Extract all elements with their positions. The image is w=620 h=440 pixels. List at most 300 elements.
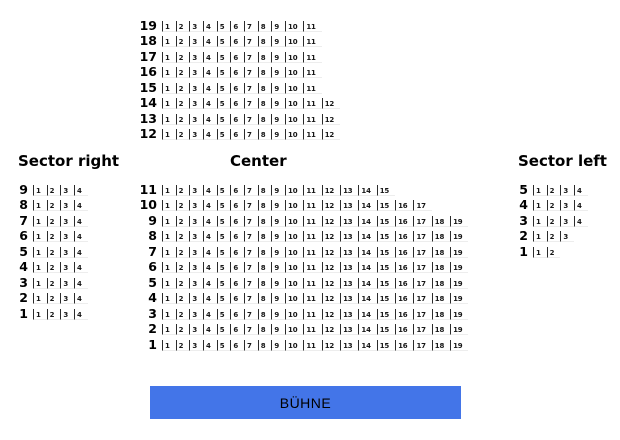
seat-cell[interactable]: 2 bbox=[176, 324, 190, 335]
seat-cell[interactable]: 2 bbox=[176, 340, 190, 351]
seat-cell[interactable]: 17 bbox=[413, 262, 431, 273]
seat-cell[interactable]: 16 bbox=[395, 200, 413, 211]
seat-cell[interactable]: 12 bbox=[322, 340, 340, 351]
seat-cell[interactable]: 1 bbox=[533, 216, 547, 227]
seat-cell[interactable]: 8 bbox=[258, 36, 272, 47]
seat-cell[interactable]: 11 bbox=[303, 278, 321, 289]
seat-cell[interactable]: 5 bbox=[217, 231, 231, 242]
seat-cell[interactable]: 11 bbox=[303, 36, 321, 47]
seat-cell[interactable]: 3 bbox=[189, 231, 203, 242]
seat-cell[interactable]: 1 bbox=[162, 247, 176, 258]
seat-cell[interactable]: 3 bbox=[189, 309, 203, 320]
seat-cell[interactable]: 8 bbox=[258, 21, 272, 32]
seat-cell[interactable]: 4 bbox=[74, 185, 88, 196]
seat-cell[interactable]: 8 bbox=[258, 262, 272, 273]
seat-cell[interactable]: 15 bbox=[377, 309, 395, 320]
seat-cell[interactable]: 3 bbox=[189, 324, 203, 335]
seat-cell[interactable]: 9 bbox=[271, 247, 285, 258]
seat-cell[interactable]: 10 bbox=[285, 36, 303, 47]
seat-cell[interactable]: 5 bbox=[217, 262, 231, 273]
seat-cell[interactable]: 7 bbox=[244, 247, 258, 258]
seat-cell[interactable]: 4 bbox=[203, 129, 217, 140]
seat-cell[interactable]: 10 bbox=[285, 262, 303, 273]
seat-cell[interactable]: 3 bbox=[189, 36, 203, 47]
seat-cell[interactable]: 1 bbox=[162, 309, 176, 320]
seat-cell[interactable]: 12 bbox=[322, 216, 340, 227]
seat-cell[interactable]: 9 bbox=[271, 52, 285, 63]
seat-cell[interactable]: 14 bbox=[358, 340, 376, 351]
seat-cell[interactable]: 10 bbox=[285, 324, 303, 335]
seat-cell[interactable]: 4 bbox=[203, 216, 217, 227]
seat-cell[interactable]: 11 bbox=[303, 340, 321, 351]
seat-cell[interactable]: 13 bbox=[340, 309, 358, 320]
seat-cell[interactable]: 2 bbox=[176, 247, 190, 258]
seat-cell[interactable]: 4 bbox=[203, 340, 217, 351]
seat-cell[interactable]: 6 bbox=[230, 67, 244, 78]
seat-cell[interactable]: 9 bbox=[271, 83, 285, 94]
seat-cell[interactable]: 11 bbox=[303, 200, 321, 211]
seat-cell[interactable]: 15 bbox=[377, 200, 395, 211]
seat-cell[interactable]: 1 bbox=[162, 324, 176, 335]
seat-cell[interactable]: 3 bbox=[60, 200, 74, 211]
seat-cell[interactable]: 2 bbox=[176, 83, 190, 94]
seat-cell[interactable]: 3 bbox=[189, 247, 203, 258]
seat-cell[interactable]: 19 bbox=[450, 278, 468, 289]
seat-cell[interactable]: 16 bbox=[395, 247, 413, 258]
seat-cell[interactable]: 6 bbox=[230, 340, 244, 351]
seat-cell[interactable]: 11 bbox=[303, 129, 321, 140]
seat-cell[interactable]: 8 bbox=[258, 83, 272, 94]
seat-cell[interactable]: 3 bbox=[189, 262, 203, 273]
seat-cell[interactable]: 7 bbox=[244, 21, 258, 32]
seat-cell[interactable]: 1 bbox=[162, 114, 176, 125]
seat-cell[interactable]: 4 bbox=[203, 83, 217, 94]
seat-cell[interactable]: 12 bbox=[322, 114, 340, 125]
seat-cell[interactable]: 4 bbox=[74, 309, 88, 320]
seat-cell[interactable]: 3 bbox=[60, 293, 74, 304]
seat-cell[interactable]: 2 bbox=[47, 247, 61, 258]
seat-cell[interactable]: 2 bbox=[47, 200, 61, 211]
seat-cell[interactable]: 4 bbox=[203, 231, 217, 242]
seat-cell[interactable]: 4 bbox=[574, 216, 588, 227]
seat-cell[interactable]: 10 bbox=[285, 129, 303, 140]
seat-cell[interactable]: 9 bbox=[271, 67, 285, 78]
seat-cell[interactable]: 1 bbox=[533, 185, 547, 196]
seat-cell[interactable]: 12 bbox=[322, 231, 340, 242]
seat-cell[interactable]: 17 bbox=[413, 278, 431, 289]
seat-cell[interactable]: 2 bbox=[176, 278, 190, 289]
seat-cell[interactable]: 9 bbox=[271, 262, 285, 273]
seat-cell[interactable]: 14 bbox=[358, 262, 376, 273]
seat-cell[interactable]: 13 bbox=[340, 216, 358, 227]
seat-cell[interactable]: 16 bbox=[395, 216, 413, 227]
seat-cell[interactable]: 18 bbox=[432, 231, 450, 242]
seat-cell[interactable]: 1 bbox=[162, 83, 176, 94]
seat-cell[interactable]: 6 bbox=[230, 129, 244, 140]
seat-cell[interactable]: 13 bbox=[340, 324, 358, 335]
seat-cell[interactable]: 1 bbox=[533, 231, 547, 242]
seat-cell[interactable]: 11 bbox=[303, 98, 321, 109]
seat-cell[interactable]: 2 bbox=[47, 278, 61, 289]
seat-cell[interactable]: 1 bbox=[162, 36, 176, 47]
seat-cell[interactable]: 2 bbox=[176, 309, 190, 320]
seat-cell[interactable]: 13 bbox=[340, 247, 358, 258]
seat-cell[interactable]: 7 bbox=[244, 340, 258, 351]
seat-cell[interactable]: 2 bbox=[47, 185, 61, 196]
seat-cell[interactable]: 6 bbox=[230, 83, 244, 94]
seat-cell[interactable]: 11 bbox=[303, 293, 321, 304]
seat-cell[interactable]: 15 bbox=[377, 324, 395, 335]
seat-cell[interactable]: 3 bbox=[60, 247, 74, 258]
seat-cell[interactable]: 4 bbox=[203, 98, 217, 109]
seat-cell[interactable]: 12 bbox=[322, 324, 340, 335]
seat-cell[interactable]: 1 bbox=[33, 247, 47, 258]
seat-cell[interactable]: 5 bbox=[217, 309, 231, 320]
seat-cell[interactable]: 8 bbox=[258, 98, 272, 109]
seat-cell[interactable]: 5 bbox=[217, 340, 231, 351]
seat-cell[interactable]: 12 bbox=[322, 293, 340, 304]
seat-cell[interactable]: 5 bbox=[217, 21, 231, 32]
seat-cell[interactable]: 3 bbox=[189, 114, 203, 125]
seat-cell[interactable]: 9 bbox=[271, 340, 285, 351]
seat-cell[interactable]: 15 bbox=[377, 247, 395, 258]
seat-cell[interactable]: 5 bbox=[217, 67, 231, 78]
seat-cell[interactable]: 19 bbox=[450, 309, 468, 320]
seat-cell[interactable]: 14 bbox=[358, 293, 376, 304]
seat-cell[interactable]: 10 bbox=[285, 247, 303, 258]
seat-cell[interactable]: 5 bbox=[217, 185, 231, 196]
seat-cell[interactable]: 19 bbox=[450, 231, 468, 242]
seat-cell[interactable]: 3 bbox=[189, 185, 203, 196]
seat-cell[interactable]: 2 bbox=[176, 231, 190, 242]
seat-cell[interactable]: 4 bbox=[203, 262, 217, 273]
seat-cell[interactable]: 11 bbox=[303, 83, 321, 94]
seat-cell[interactable]: 1 bbox=[33, 309, 47, 320]
seat-cell[interactable]: 16 bbox=[395, 340, 413, 351]
seat-cell[interactable]: 7 bbox=[244, 278, 258, 289]
seat-cell[interactable]: 10 bbox=[285, 216, 303, 227]
seat-cell[interactable]: 2 bbox=[547, 185, 561, 196]
seat-cell[interactable]: 14 bbox=[358, 185, 376, 196]
seat-cell[interactable]: 6 bbox=[230, 293, 244, 304]
seat-cell[interactable]: 3 bbox=[189, 52, 203, 63]
seat-cell[interactable]: 4 bbox=[74, 278, 88, 289]
seat-cell[interactable]: 5 bbox=[217, 324, 231, 335]
seat-cell[interactable]: 3 bbox=[60, 309, 74, 320]
seat-cell[interactable]: 14 bbox=[358, 216, 376, 227]
seat-cell[interactable]: 6 bbox=[230, 309, 244, 320]
seat-cell[interactable]: 10 bbox=[285, 185, 303, 196]
seat-cell[interactable]: 8 bbox=[258, 231, 272, 242]
seat-cell[interactable]: 15 bbox=[377, 293, 395, 304]
seat-cell[interactable]: 2 bbox=[47, 231, 61, 242]
seat-cell[interactable]: 7 bbox=[244, 262, 258, 273]
seat-cell[interactable]: 18 bbox=[432, 216, 450, 227]
seat-cell[interactable]: 9 bbox=[271, 129, 285, 140]
seat-cell[interactable]: 12 bbox=[322, 129, 340, 140]
seat-cell[interactable]: 3 bbox=[189, 21, 203, 32]
seat-cell[interactable]: 13 bbox=[340, 262, 358, 273]
seat-cell[interactable]: 4 bbox=[203, 21, 217, 32]
seat-cell[interactable]: 4 bbox=[203, 247, 217, 258]
seat-cell[interactable]: 6 bbox=[230, 216, 244, 227]
seat-cell[interactable]: 17 bbox=[413, 247, 431, 258]
seat-cell[interactable]: 1 bbox=[33, 262, 47, 273]
seat-cell[interactable]: 16 bbox=[395, 324, 413, 335]
seat-cell[interactable]: 2 bbox=[176, 52, 190, 63]
seat-cell[interactable]: 3 bbox=[189, 340, 203, 351]
seat-cell[interactable]: 9 bbox=[271, 278, 285, 289]
seat-cell[interactable]: 13 bbox=[340, 200, 358, 211]
seat-cell[interactable]: 13 bbox=[340, 340, 358, 351]
seat-cell[interactable]: 5 bbox=[217, 247, 231, 258]
seat-cell[interactable]: 15 bbox=[377, 278, 395, 289]
seat-cell[interactable]: 2 bbox=[176, 36, 190, 47]
seat-cell[interactable]: 4 bbox=[574, 185, 588, 196]
seat-cell[interactable]: 10 bbox=[285, 340, 303, 351]
seat-cell[interactable]: 4 bbox=[574, 200, 588, 211]
seat-cell[interactable]: 2 bbox=[176, 67, 190, 78]
seat-cell[interactable]: 12 bbox=[322, 247, 340, 258]
seat-cell[interactable]: 16 bbox=[395, 231, 413, 242]
seat-cell[interactable]: 3 bbox=[60, 231, 74, 242]
seat-cell[interactable]: 9 bbox=[271, 98, 285, 109]
seat-cell[interactable]: 3 bbox=[189, 83, 203, 94]
seat-cell[interactable]: 12 bbox=[322, 309, 340, 320]
seat-cell[interactable]: 12 bbox=[322, 185, 340, 196]
seat-cell[interactable]: 2 bbox=[47, 309, 61, 320]
seat-cell[interactable]: 18 bbox=[432, 324, 450, 335]
seat-cell[interactable]: 5 bbox=[217, 293, 231, 304]
seat-cell[interactable]: 5 bbox=[217, 52, 231, 63]
seat-cell[interactable]: 12 bbox=[322, 200, 340, 211]
seat-cell[interactable]: 3 bbox=[189, 98, 203, 109]
seat-cell[interactable]: 1 bbox=[162, 129, 176, 140]
seat-cell[interactable]: 15 bbox=[377, 216, 395, 227]
seat-cell[interactable]: 10 bbox=[285, 293, 303, 304]
seat-cell[interactable]: 17 bbox=[413, 293, 431, 304]
seat-cell[interactable]: 1 bbox=[162, 278, 176, 289]
seat-cell[interactable]: 8 bbox=[258, 340, 272, 351]
seat-cell[interactable]: 7 bbox=[244, 52, 258, 63]
seat-cell[interactable]: 9 bbox=[271, 309, 285, 320]
seat-cell[interactable]: 9 bbox=[271, 216, 285, 227]
seat-cell[interactable]: 7 bbox=[244, 293, 258, 304]
seat-cell[interactable]: 6 bbox=[230, 247, 244, 258]
seat-cell[interactable]: 7 bbox=[244, 309, 258, 320]
seat-cell[interactable]: 1 bbox=[33, 231, 47, 242]
seat-cell[interactable]: 14 bbox=[358, 231, 376, 242]
seat-cell[interactable]: 9 bbox=[271, 200, 285, 211]
seat-cell[interactable]: 1 bbox=[162, 185, 176, 196]
seat-cell[interactable]: 11 bbox=[303, 309, 321, 320]
seat-cell[interactable]: 1 bbox=[162, 231, 176, 242]
seat-cell[interactable]: 3 bbox=[189, 278, 203, 289]
seat-cell[interactable]: 3 bbox=[189, 200, 203, 211]
seat-cell[interactable]: 2 bbox=[176, 98, 190, 109]
seat-cell[interactable]: 16 bbox=[395, 278, 413, 289]
seat-cell[interactable]: 4 bbox=[203, 278, 217, 289]
seat-cell[interactable]: 5 bbox=[217, 36, 231, 47]
seat-cell[interactable]: 6 bbox=[230, 262, 244, 273]
seat-cell[interactable]: 1 bbox=[162, 200, 176, 211]
seat-cell[interactable]: 6 bbox=[230, 52, 244, 63]
seat-cell[interactable]: 2 bbox=[176, 114, 190, 125]
seat-cell[interactable]: 1 bbox=[162, 340, 176, 351]
seat-cell[interactable]: 3 bbox=[60, 216, 74, 227]
seat-cell[interactable]: 10 bbox=[285, 98, 303, 109]
seat-cell[interactable]: 18 bbox=[432, 247, 450, 258]
seat-cell[interactable]: 8 bbox=[258, 324, 272, 335]
seat-cell[interactable]: 9 bbox=[271, 21, 285, 32]
seat-cell[interactable]: 17 bbox=[413, 216, 431, 227]
seat-cell[interactable]: 3 bbox=[189, 67, 203, 78]
seat-cell[interactable]: 2 bbox=[176, 262, 190, 273]
seat-cell[interactable]: 3 bbox=[560, 216, 574, 227]
seat-cell[interactable]: 3 bbox=[560, 200, 574, 211]
seat-cell[interactable]: 4 bbox=[203, 200, 217, 211]
seat-cell[interactable]: 10 bbox=[285, 83, 303, 94]
seat-cell[interactable]: 1 bbox=[533, 247, 547, 258]
seat-cell[interactable]: 18 bbox=[432, 340, 450, 351]
seat-cell[interactable]: 17 bbox=[413, 231, 431, 242]
seat-cell[interactable]: 2 bbox=[176, 21, 190, 32]
seat-cell[interactable]: 7 bbox=[244, 67, 258, 78]
seat-cell[interactable]: 6 bbox=[230, 114, 244, 125]
seat-cell[interactable]: 1 bbox=[162, 262, 176, 273]
seat-cell[interactable]: 15 bbox=[377, 185, 395, 196]
seat-cell[interactable]: 11 bbox=[303, 216, 321, 227]
seat-cell[interactable]: 4 bbox=[74, 231, 88, 242]
seat-cell[interactable]: 2 bbox=[47, 216, 61, 227]
seat-cell[interactable]: 10 bbox=[285, 52, 303, 63]
seat-cell[interactable]: 17 bbox=[413, 324, 431, 335]
seat-cell[interactable]: 8 bbox=[258, 114, 272, 125]
seat-cell[interactable]: 5 bbox=[217, 98, 231, 109]
seat-cell[interactable]: 5 bbox=[217, 114, 231, 125]
seat-cell[interactable]: 1 bbox=[162, 293, 176, 304]
seat-cell[interactable]: 9 bbox=[271, 324, 285, 335]
seat-cell[interactable]: 1 bbox=[33, 293, 47, 304]
seat-cell[interactable]: 1 bbox=[162, 52, 176, 63]
seat-cell[interactable]: 16 bbox=[395, 293, 413, 304]
seat-cell[interactable]: 6 bbox=[230, 185, 244, 196]
seat-cell[interactable]: 1 bbox=[33, 278, 47, 289]
seat-cell[interactable]: 2 bbox=[176, 293, 190, 304]
seat-cell[interactable]: 11 bbox=[303, 262, 321, 273]
seat-cell[interactable]: 11 bbox=[303, 185, 321, 196]
seat-cell[interactable]: 2 bbox=[176, 200, 190, 211]
seat-cell[interactable]: 6 bbox=[230, 231, 244, 242]
seat-cell[interactable]: 6 bbox=[230, 36, 244, 47]
seat-cell[interactable]: 7 bbox=[244, 98, 258, 109]
seat-cell[interactable]: 4 bbox=[74, 293, 88, 304]
seat-cell[interactable]: 8 bbox=[258, 52, 272, 63]
seat-cell[interactable]: 7 bbox=[244, 185, 258, 196]
seat-cell[interactable]: 16 bbox=[395, 262, 413, 273]
seat-cell[interactable]: 9 bbox=[271, 185, 285, 196]
seat-cell[interactable]: 8 bbox=[258, 200, 272, 211]
seat-cell[interactable]: 7 bbox=[244, 83, 258, 94]
seat-cell[interactable]: 7 bbox=[244, 36, 258, 47]
seat-cell[interactable]: 10 bbox=[285, 200, 303, 211]
seat-cell[interactable]: 13 bbox=[340, 293, 358, 304]
seat-cell[interactable]: 18 bbox=[432, 309, 450, 320]
seat-cell[interactable]: 5 bbox=[217, 129, 231, 140]
seat-cell[interactable]: 8 bbox=[258, 247, 272, 258]
seat-cell[interactable]: 15 bbox=[377, 231, 395, 242]
seat-cell[interactable]: 4 bbox=[203, 185, 217, 196]
seat-cell[interactable]: 1 bbox=[533, 200, 547, 211]
seat-cell[interactable]: 9 bbox=[271, 36, 285, 47]
seat-cell[interactable]: 8 bbox=[258, 309, 272, 320]
seat-cell[interactable]: 5 bbox=[217, 278, 231, 289]
seat-cell[interactable]: 10 bbox=[285, 21, 303, 32]
seat-cell[interactable]: 14 bbox=[358, 278, 376, 289]
seat-cell[interactable]: 2 bbox=[176, 185, 190, 196]
seat-cell[interactable]: 1 bbox=[162, 216, 176, 227]
seat-cell[interactable]: 11 bbox=[303, 231, 321, 242]
seat-cell[interactable]: 14 bbox=[358, 324, 376, 335]
seat-cell[interactable]: 1 bbox=[162, 21, 176, 32]
seat-cell[interactable]: 7 bbox=[244, 114, 258, 125]
seat-cell[interactable]: 13 bbox=[340, 185, 358, 196]
seat-cell[interactable]: 10 bbox=[285, 67, 303, 78]
seat-cell[interactable]: 18 bbox=[432, 293, 450, 304]
seat-cell[interactable]: 4 bbox=[74, 247, 88, 258]
seat-cell[interactable]: 1 bbox=[162, 98, 176, 109]
seat-cell[interactable]: 11 bbox=[303, 52, 321, 63]
seat-cell[interactable]: 3 bbox=[60, 185, 74, 196]
seat-cell[interactable]: 8 bbox=[258, 278, 272, 289]
seat-cell[interactable]: 2 bbox=[47, 262, 61, 273]
seat-cell[interactable]: 14 bbox=[358, 309, 376, 320]
seat-cell[interactable]: 7 bbox=[244, 231, 258, 242]
seat-cell[interactable]: 2 bbox=[176, 129, 190, 140]
seat-cell[interactable]: 1 bbox=[33, 216, 47, 227]
seat-cell[interactable]: 14 bbox=[358, 200, 376, 211]
seat-cell[interactable]: 3 bbox=[560, 231, 574, 242]
seat-cell[interactable]: 4 bbox=[203, 114, 217, 125]
seat-cell[interactable]: 12 bbox=[322, 278, 340, 289]
seat-cell[interactable]: 8 bbox=[258, 293, 272, 304]
seat-cell[interactable]: 17 bbox=[413, 200, 431, 211]
seat-cell[interactable]: 1 bbox=[33, 185, 47, 196]
seat-cell[interactable]: 3 bbox=[189, 293, 203, 304]
seat-cell[interactable]: 2 bbox=[47, 293, 61, 304]
seat-cell[interactable]: 3 bbox=[189, 129, 203, 140]
seat-cell[interactable]: 6 bbox=[230, 324, 244, 335]
seat-cell[interactable]: 4 bbox=[203, 324, 217, 335]
seat-cell[interactable]: 4 bbox=[74, 262, 88, 273]
seat-cell[interactable]: 4 bbox=[203, 309, 217, 320]
seat-cell[interactable]: 4 bbox=[203, 52, 217, 63]
seat-cell[interactable]: 4 bbox=[74, 200, 88, 211]
seat-cell[interactable]: 18 bbox=[432, 278, 450, 289]
seat-cell[interactable]: 1 bbox=[33, 200, 47, 211]
seat-cell[interactable]: 10 bbox=[285, 278, 303, 289]
seat-cell[interactable]: 14 bbox=[358, 247, 376, 258]
seat-cell[interactable]: 11 bbox=[303, 114, 321, 125]
seat-cell[interactable]: 6 bbox=[230, 200, 244, 211]
seat-cell[interactable]: 3 bbox=[60, 262, 74, 273]
seat-cell[interactable]: 18 bbox=[432, 262, 450, 273]
seat-cell[interactable]: 1 bbox=[162, 67, 176, 78]
seat-cell[interactable]: 19 bbox=[450, 262, 468, 273]
seat-cell[interactable]: 10 bbox=[285, 309, 303, 320]
seat-cell[interactable]: 12 bbox=[322, 98, 340, 109]
seat-cell[interactable]: 2 bbox=[176, 216, 190, 227]
